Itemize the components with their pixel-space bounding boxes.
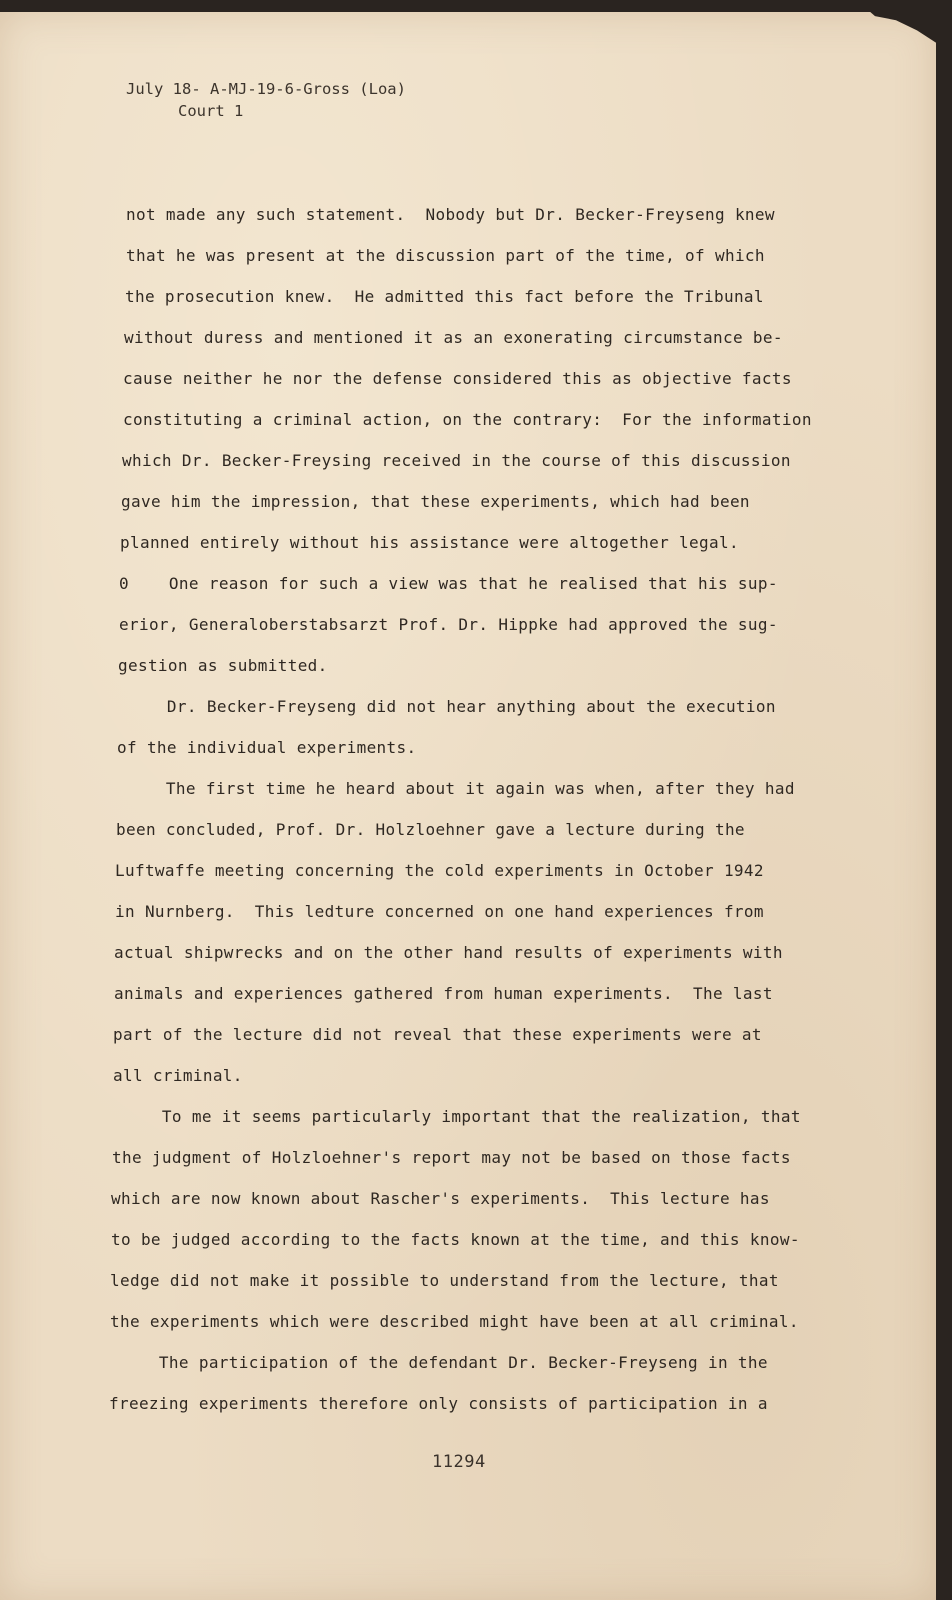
text-line: erior, Generaloberstabsarzt Prof. Dr. Hippke had approved the sug-	[119, 615, 778, 634]
text-line: 0 One reason for such a view was that he realised that his sup-	[119, 574, 778, 593]
text-line: Dr. Becker-Freyseng did not hear anything about the execution	[117, 697, 776, 716]
text-line: constituting a criminal action, on the contrary: For the information	[123, 410, 812, 429]
text-line: without duress and mentioned it as an exonerating circumstance be-	[124, 328, 783, 347]
document-page	[0, 12, 936, 1600]
text-line: planned entirely without his assistance were altogether legal.	[120, 533, 739, 552]
text-line: not made any such statement. Nobody but Dr. Becker-Freyseng knew	[126, 205, 775, 224]
text-line: freezing experiments therefore only consists of participation in a	[109, 1394, 768, 1413]
text-line: gave him the impression, that these experiments, which had been	[121, 492, 750, 511]
text-line: to be judged according to the facts known at the time, and this know-	[111, 1230, 800, 1249]
text-line: the judgment of Holzloehner's report may not be based on those facts	[112, 1148, 791, 1167]
text-line: The participation of the defendant Dr. Becker-Freyseng in the	[109, 1353, 768, 1372]
text-line: The first time he heard about it again was when, after they had	[116, 779, 795, 798]
header-court-line: Court 1	[178, 102, 244, 120]
document-header	[126, 78, 406, 122]
header-reference-line: July 18- A-MJ-19-6-Gross (Loa)	[126, 80, 406, 98]
text-line: been concluded, Prof. Dr. Holzloehner gave a lecture during the	[116, 820, 745, 839]
text-line: which are now known about Rascher's experiments. This lecture has	[111, 1189, 770, 1208]
text-line: which Dr. Becker-Freysing received in the course of this discussion	[122, 451, 791, 470]
text-line: the experiments which were described might have been at all criminal.	[110, 1312, 799, 1331]
text-line: Luftwaffe meeting concerning the cold experiments in October 1942	[115, 861, 764, 880]
text-line: part of the lecture did not reveal that these experiments were at	[113, 1025, 762, 1044]
text-line: in Nurnberg. This ledture concerned on one hand experiences from	[115, 902, 764, 921]
text-line: all criminal.	[113, 1066, 243, 1085]
text-line: that he was present at the discussion part of the time, of which	[126, 246, 765, 265]
text-line: actual shipwrecks and on the other hand results of experiments with	[114, 943, 783, 962]
text-line: To me it seems particularly important that the realization, that	[112, 1107, 801, 1126]
text-line: gestion as submitted.	[118, 656, 328, 675]
text-line: the prosecution knew. He admitted this fact before the Tribunal	[125, 287, 764, 306]
text-line: cause neither he nor the defense considered this as objective facts	[123, 369, 792, 388]
page-number: 11294	[432, 1452, 486, 1472]
text-line: animals and experiences gathered from human experiments. The last	[114, 984, 773, 1003]
text-line: of the individual experiments.	[117, 738, 417, 757]
text-line: ledge did not make it possible to understand from the lecture, that	[110, 1271, 779, 1290]
